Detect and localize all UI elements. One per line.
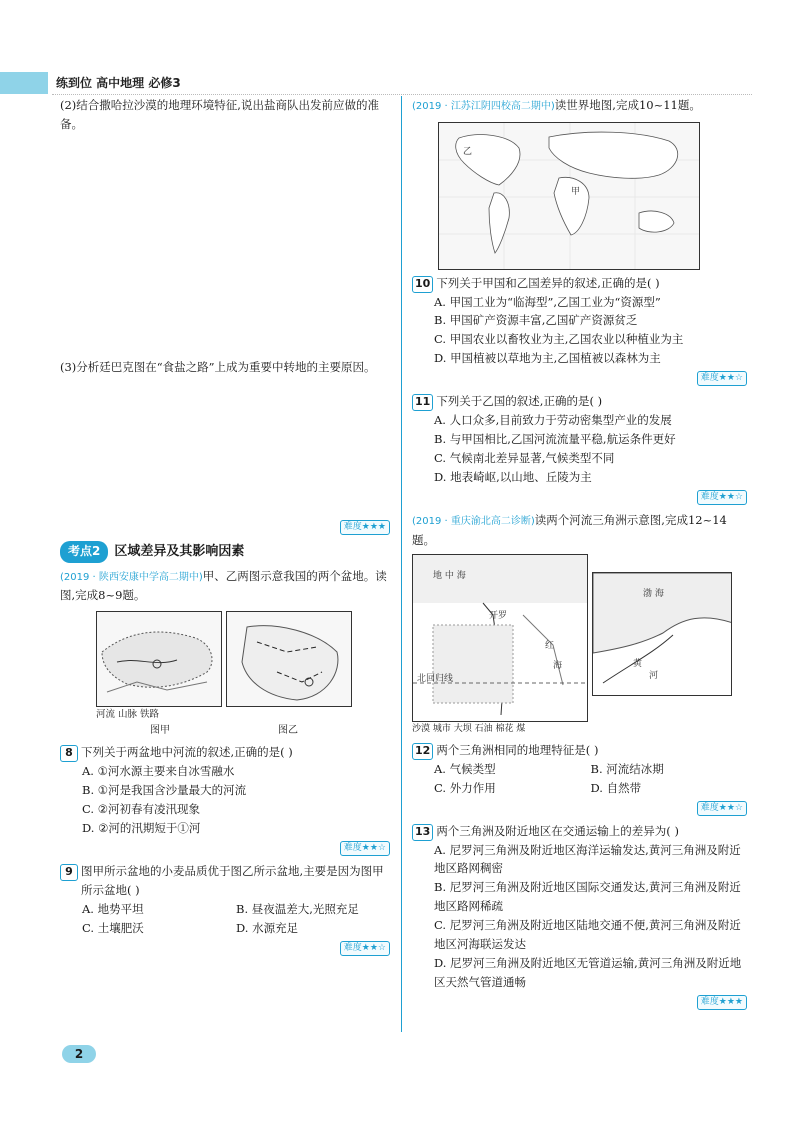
topic-title: 区域差异及其影响因素	[114, 544, 245, 560]
option: B. 甲国矿产资源丰富,乙国矿产资源贫乏	[434, 313, 638, 328]
basin-map-jia-svg	[97, 612, 222, 707]
option: B. 昼夜温差大,光照充足	[236, 902, 359, 917]
option: D. ②河的汛期短于①河	[82, 821, 201, 836]
world-map	[438, 122, 700, 270]
option: D. 水源充足	[236, 921, 299, 936]
right-column	[412, 96, 747, 1016]
question-stem: 图甲所示盆地的小麦品质优于图乙所示盆地,主要是因为图甲所示盆地( )	[81, 864, 384, 898]
option-row	[412, 779, 747, 798]
option: D. 自然带	[590, 780, 642, 795]
intro-10-11: (2019 · 江苏江阴四校高二期中)读世界地图,完成10~11题。	[412, 98, 701, 112]
caption-jia: 图甲	[150, 724, 170, 736]
question-3: (3)分析廷巴克图在“食盐之路”上成为重要中转地的主要原因。	[60, 359, 376, 374]
topic-heading	[60, 541, 390, 563]
option: C. 气候南北差异显著,气候类型不同	[434, 451, 615, 466]
basin-maps	[96, 611, 390, 707]
yellow-river-delta-map	[592, 572, 732, 696]
option: A. 地势平坦	[82, 902, 144, 917]
header-title: 练到位 高中地理 必修3	[56, 76, 181, 90]
question-stem: 两个三角洲相同的地理特征是( )	[436, 742, 599, 757]
intro-12-14: (2019 · 重庆渝北高二诊断)读两个河流三角洲示意图,完成12~14题。	[412, 513, 727, 547]
question-10	[412, 274, 747, 293]
header-tab	[0, 72, 48, 94]
basin-captions	[96, 723, 352, 740]
label-cairo: 开罗	[489, 610, 508, 621]
option: D. 尼罗河三角洲及附近地区无管道运输,黄河三角洲及附近地区天然气管道通畅	[434, 956, 742, 990]
nile-delta-map	[412, 554, 588, 722]
difficulty-badge: 难度★★☆	[412, 490, 747, 505]
option: C. 甲国农业以畜牧业为主,乙国农业以种植业为主	[434, 332, 684, 347]
question-8	[60, 743, 390, 762]
option: B. 尼罗河三角洲及附近地区国际交通发达,黄河三角洲及附近地区路网稀疏	[434, 880, 741, 914]
difficulty-badge: 难度★★☆	[412, 801, 747, 816]
question-number: 9	[60, 864, 78, 881]
option: A. 尼罗河三角洲及附近地区海洋运输发达,黄河三角洲及附近地区路网稠密	[434, 842, 741, 876]
basin-map-yi-svg	[227, 612, 352, 707]
label-river: 河	[649, 670, 659, 681]
option: A. 甲国工业为“临海型”,乙国工业为“资源型”	[434, 294, 661, 309]
option-row	[60, 900, 390, 919]
option-row	[60, 919, 390, 938]
question-9	[60, 862, 390, 900]
question-stem: 下列关于甲国和乙国差异的叙述,正确的是( )	[436, 275, 660, 290]
difficulty-badge: 难度★★☆	[412, 371, 747, 386]
option: B. 河流结冰期	[590, 761, 664, 776]
left-column	[60, 96, 390, 962]
column-separator	[401, 96, 402, 1032]
map-label-yi: 乙	[463, 146, 473, 157]
option: A. 人口众多,目前致力于劳动密集型产业的发展	[434, 413, 672, 428]
option: D. 甲国植被以草地为主,乙国植被以森林为主	[434, 351, 661, 366]
delta-legend: 沙漠 城市 大坝 石油 棉花 煤	[412, 723, 526, 734]
question-13	[412, 822, 747, 841]
basin-map-yi	[226, 611, 352, 707]
answer-space	[60, 134, 390, 358]
question-number: 10	[412, 276, 433, 293]
label-yellow: 黄	[633, 658, 643, 669]
label-red: 红	[545, 640, 555, 651]
label-sea: 海	[553, 660, 563, 671]
basin-legend: 河流 山脉 铁路	[96, 709, 160, 721]
option: A. ①河水源主要来自冰雪融水	[82, 764, 235, 779]
question-number: 11	[412, 394, 433, 411]
difficulty-badge: 难度★★★	[412, 995, 747, 1010]
world-map-svg	[439, 123, 700, 270]
option: B. ①河是我国含沙量最大的河流	[82, 783, 247, 798]
topic-tag: 考点2	[60, 541, 108, 563]
question-stem: 两个三角洲及附近地区在交通运输上的差异为( )	[436, 823, 679, 838]
option: C. 尼罗河三角洲及附近地区陆地交通不便,黄河三角洲及附近地区河海联运发达	[434, 918, 741, 952]
option: A. 气候类型	[434, 761, 496, 776]
option: C. 外力作用	[434, 780, 496, 795]
header-divider	[52, 94, 752, 95]
label-mediterranean: 地 中 海	[433, 570, 466, 581]
question-2: (2)结合撒哈拉沙漠的地理环境特征,说出盐商队出发前应做的准备。	[60, 98, 379, 131]
question-number: 12	[412, 743, 433, 760]
option-row	[412, 760, 747, 779]
answer-space	[60, 377, 390, 517]
question-number: 8	[60, 745, 78, 762]
option: D. 地表崎岖,以山地、丘陵为主	[434, 470, 592, 485]
delta-maps	[412, 554, 747, 722]
page-number: 2	[62, 1045, 96, 1063]
label-bohai: 渤 海	[643, 588, 664, 599]
question-stem: 下列关于两盆地中河流的叙述,正确的是( )	[81, 745, 293, 760]
option: C. 土壤肥沃	[82, 921, 144, 936]
caption-yi: 图乙	[278, 724, 298, 736]
map-label-jia: 甲	[571, 186, 581, 197]
question-12	[412, 741, 747, 760]
label-tropic: 北回归线	[417, 673, 454, 684]
intro-8-9: (2019 · 陕西安康中学高二期中)甲、乙两图示意我国的两个盆地。读图,完成8~9题。	[60, 568, 387, 603]
question-11	[412, 392, 747, 411]
difficulty-badge: 难度★★★	[60, 520, 390, 535]
difficulty-badge: 难度★★☆	[60, 841, 390, 856]
basin-map-jia	[96, 611, 222, 707]
option: C. ②河初春有凌汛现象	[82, 802, 201, 817]
question-stem: 下列关于乙国的叙述,正确的是( )	[436, 394, 603, 409]
option: B. 与甲国相比,乙国河流流量平稳,航运条件更好	[434, 432, 676, 447]
question-number: 13	[412, 824, 433, 841]
difficulty-badge: 难度★★☆	[60, 941, 390, 956]
